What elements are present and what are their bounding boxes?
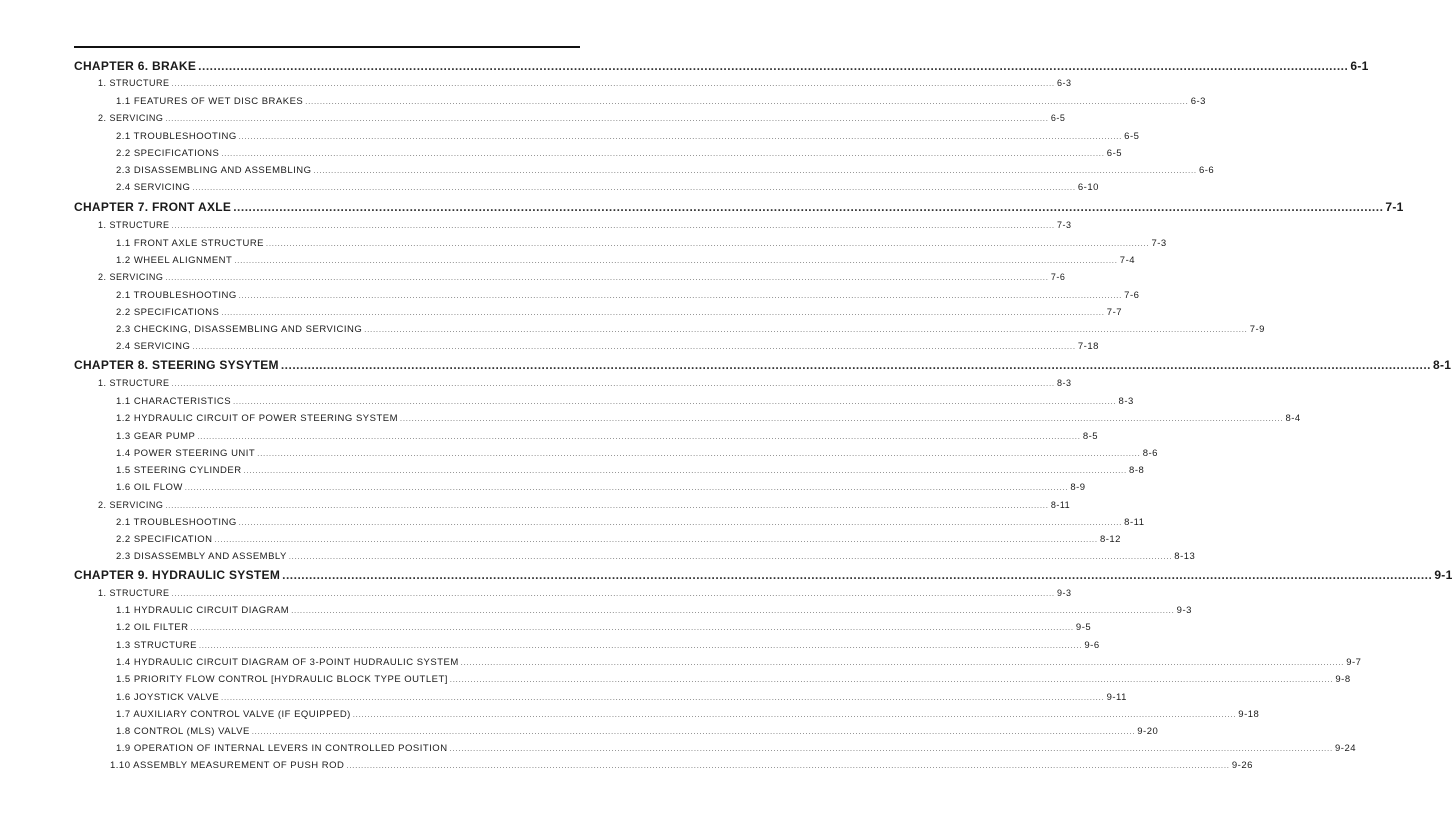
dot-leader: ............................................................................................................................................................................................................................................................................................................ bbox=[364, 327, 1248, 334]
toc-entry-title: 1.4 POWER STEERING UNIT bbox=[116, 448, 256, 459]
dot-leader: ............................................................................................................................................................................................................................................................................................................ bbox=[305, 99, 1189, 106]
toc-subsection-entry[interactable] bbox=[74, 709, 1260, 720]
toc-entry-title: 2.4 SERVICING bbox=[116, 341, 191, 352]
dot-leader: ............................................................................................................................................................................................................................................................................................................ bbox=[288, 554, 1173, 561]
dot-leader: ............................................................................................................................................................................................................................................................................................................ bbox=[346, 763, 1230, 770]
toc-page-number: 8-5 bbox=[1082, 431, 1099, 442]
toc-entry-title: 1.1 FRONT AXLE STRUCTURE bbox=[116, 238, 265, 249]
toc-entry-title: 2. SERVICING bbox=[98, 113, 164, 123]
toc-page-number: 6-5 bbox=[1124, 131, 1140, 142]
toc-page-number: 8-3 bbox=[1056, 378, 1072, 388]
toc-entry-title: CHAPTER 6. BRAKE bbox=[74, 59, 197, 73]
dot-leader: ............................................................................................................................................................................................................................................................................................................ bbox=[282, 568, 1433, 582]
toc-entry-title: 1.1 FEATURES OF WET DISC BRAKES bbox=[116, 96, 304, 107]
dot-leader: ............................................................................................................................................................................................................................................................................................................ bbox=[257, 451, 1141, 458]
dot-leader: ............................................................................................................................................................................................................................................................................................................ bbox=[313, 168, 1197, 175]
toc-section-entry[interactable] bbox=[74, 220, 1072, 230]
dot-leader: ............................................................................................................................................................................................................................................................................................................ bbox=[171, 81, 1055, 88]
toc-section-entry[interactable] bbox=[74, 113, 1066, 123]
dot-leader: ............................................................................................................................................................................................................................................................................................................ bbox=[165, 503, 1049, 510]
toc-entry-title: 2.3 CHECKING, DISASSEMBLING AND SERVICING bbox=[116, 324, 363, 335]
toc-subsection-entry[interactable] bbox=[74, 465, 1145, 476]
toc-page-number: 9-3 bbox=[1056, 588, 1072, 598]
toc-entry-title: 2.4 SERVICING bbox=[116, 182, 191, 193]
dot-leader: ............................................................................................................................................................................................................................................................................................................ bbox=[460, 660, 1345, 667]
dot-leader: ............................................................................................................................................................................................................................................................................................................ bbox=[221, 310, 1105, 317]
toc-entry-title: 1.3 GEAR PUMP bbox=[116, 431, 196, 442]
toc-subsection-entry[interactable] bbox=[74, 307, 1123, 318]
dot-leader: ............................................................................................................................................................................................................................................................................................................ bbox=[192, 185, 1076, 192]
toc-subsection-entry[interactable] bbox=[74, 448, 1158, 459]
toc-subsection-entry[interactable] bbox=[74, 657, 1362, 668]
dot-leader: ............................................................................................................................................................................................................................................................................................................ bbox=[198, 643, 1083, 650]
toc-page-number: 7-6 bbox=[1124, 290, 1140, 301]
toc-section-entry[interactable] bbox=[74, 78, 1072, 88]
dot-leader: ............................................................................................................................................................................................................................................................................................................ bbox=[197, 434, 1081, 441]
toc-page-number: 8-4 bbox=[1285, 413, 1301, 424]
toc-chapter-entry[interactable] bbox=[74, 568, 1453, 582]
dot-leader: ............................................................................................................................................................................................................................................................................................................ bbox=[165, 116, 1049, 123]
dot-leader: ............................................................................................................................................................................................................................................................................................................ bbox=[198, 59, 1349, 73]
toc-section-entry[interactable] bbox=[74, 378, 1072, 388]
toc-entry-title: 1.3 STRUCTURE bbox=[116, 640, 197, 651]
toc-entry-title: 1. STRUCTURE bbox=[98, 378, 170, 388]
toc-chapter-entry[interactable] bbox=[74, 59, 1369, 73]
toc-entry-title: 1.1 CHARACTERISTICS bbox=[116, 396, 232, 407]
toc-page-number: 7-4 bbox=[1119, 255, 1136, 266]
toc-entry-title: 1. STRUCTURE bbox=[98, 588, 170, 598]
dot-leader: ............................................................................................................................................................................................................................................................................................................ bbox=[352, 712, 1237, 719]
toc-section-entry[interactable] bbox=[74, 272, 1066, 282]
dot-leader: ............................................................................................................................................................................................................................................................................................................ bbox=[238, 134, 1123, 141]
toc-subsection-entry[interactable] bbox=[74, 396, 1134, 407]
toc-entry-title: 1.8 CONTROL (MLS) VALVE bbox=[116, 726, 250, 737]
dot-leader: ............................................................................................................................................................................................................................................................................................................ bbox=[171, 381, 1055, 388]
toc-page-number: 8-6 bbox=[1142, 448, 1158, 459]
toc-subsection-entry[interactable] bbox=[74, 324, 1265, 335]
toc-page-number: 6-6 bbox=[1198, 165, 1215, 176]
toc-entry-title: CHAPTER 9. HYDRAULIC SYSTEM bbox=[74, 568, 281, 582]
toc-entry-title: 1.9 OPERATION OF INTERNAL LEVERS IN CONTROLLED POSITION bbox=[116, 743, 448, 754]
toc-subsection-entry[interactable] bbox=[74, 551, 1196, 562]
toc-subsection-entry[interactable] bbox=[74, 96, 1206, 107]
toc-subsection-entry[interactable] bbox=[74, 148, 1123, 159]
toc-entry-title: 1. STRUCTURE bbox=[98, 78, 170, 88]
dot-leader: ............................................................................................................................................................................................................................................................................................................ bbox=[221, 695, 1105, 702]
toc-page-number: 9-3 bbox=[1176, 605, 1192, 616]
toc-section-entry[interactable] bbox=[74, 588, 1072, 598]
toc-page-number: 8-9 bbox=[1070, 482, 1086, 493]
dot-leader: ............................................................................................................................................................................................................................................................................................................ bbox=[280, 358, 1432, 372]
toc-entry-title: CHAPTER 7. FRONT AXLE bbox=[74, 200, 232, 214]
toc-subsection-entry[interactable] bbox=[74, 743, 1357, 754]
toc-subsection-entry[interactable] bbox=[74, 517, 1145, 528]
dot-leader: ............................................................................................................................................................................................................................................................................................................ bbox=[171, 223, 1055, 230]
dot-leader: ............................................................................................................................................................................................................................................................................................................ bbox=[171, 591, 1055, 598]
toc-entry-title: CHAPTER 8. STEERING SYSYTEM bbox=[74, 358, 279, 372]
toc-page-number: 7-6 bbox=[1050, 272, 1066, 282]
toc-section-entry[interactable] bbox=[74, 500, 1071, 510]
dot-leader: ............................................................................................................................................................................................................................................................................................................ bbox=[266, 241, 1150, 248]
toc-page-number: 9-26 bbox=[1231, 760, 1253, 771]
toc-page-number: 8-11 bbox=[1124, 517, 1145, 528]
toc-entry-title: 2.3 DISASSEMBLING AND ASSEMBLING bbox=[116, 165, 312, 176]
toc-subsection-entry[interactable] bbox=[74, 622, 1092, 633]
toc-page-number: 7-3 bbox=[1151, 238, 1167, 249]
toc-entry-title: 2.1 TROUBLESHOOTING bbox=[116, 131, 237, 142]
toc-chapter-entry[interactable] bbox=[74, 358, 1452, 372]
toc-page-number: 6-5 bbox=[1106, 148, 1123, 159]
toc-subsection-entry[interactable] bbox=[74, 640, 1100, 651]
toc-subsection-entry[interactable] bbox=[74, 255, 1136, 266]
dot-leader: ............................................................................................................................................................................................................................................................................................................ bbox=[214, 537, 1098, 544]
toc-entry-title: 2. SERVICING bbox=[98, 500, 164, 510]
toc-entry-title: 1.6 OIL FLOW bbox=[116, 482, 183, 493]
toc-page-number: 7-3 bbox=[1056, 220, 1072, 230]
toc-chapter-entry[interactable] bbox=[74, 200, 1404, 214]
toc-subsection-entry[interactable] bbox=[74, 182, 1099, 193]
toc-page-number: 6-5 bbox=[1050, 113, 1066, 123]
toc-entry-title: 2.2 SPECIFICATIONS bbox=[116, 148, 220, 159]
dot-leader: ............................................................................................................................................................................................................................................................................................................ bbox=[165, 275, 1049, 282]
toc-page-number: 9-11 bbox=[1106, 692, 1127, 703]
dot-leader: ............................................................................................................................................................................................................................................................................................................ bbox=[291, 608, 1175, 615]
dot-leader: ............................................................................................................................................................................................................................................................................................................ bbox=[184, 485, 1069, 492]
dot-leader: ............................................................................................................................................................................................................................................................................................................ bbox=[221, 151, 1105, 158]
toc-entry-title: 1.2 HYDRAULIC CIRCUIT OF POWER STEERING SYSTEM bbox=[116, 413, 399, 424]
top-rule bbox=[74, 46, 580, 48]
toc-page-number: 7-1 bbox=[1385, 200, 1404, 214]
toc-subsection-entry[interactable] bbox=[74, 692, 1127, 703]
toc-subsection-entry[interactable] bbox=[74, 165, 1215, 176]
toc-subsection-entry[interactable] bbox=[74, 131, 1140, 142]
toc-subsection-entry[interactable] bbox=[74, 431, 1099, 442]
toc-subsection-entry[interactable] bbox=[74, 290, 1140, 301]
toc-entry-title: 2.1 TROUBLESHOOTING bbox=[116, 290, 237, 301]
toc-page-number: 6-10 bbox=[1077, 182, 1099, 193]
toc-entry-title: 1. STRUCTURE bbox=[98, 220, 170, 230]
toc-page-number: 6-3 bbox=[1190, 96, 1206, 107]
dot-leader: ............................................................................................................................................................................................................................................................................................................ bbox=[238, 520, 1123, 527]
toc-entry-title: 1.10 ASSEMBLY MEASUREMENT OF PUSH ROD bbox=[110, 760, 345, 771]
dot-leader: ............................................................................................................................................................................................................................................................................................................ bbox=[234, 258, 1118, 265]
toc-subsection-entry[interactable] bbox=[74, 482, 1086, 493]
toc-page-number: 9-7 bbox=[1346, 657, 1362, 668]
dot-leader: ............................................................................................................................................................................................................................................................................................................ bbox=[400, 416, 1284, 423]
toc-entry-title: 2.3 DISASSEMBLY AND ASSEMBLY bbox=[116, 551, 287, 562]
toc-page-number: 6-3 bbox=[1056, 78, 1072, 88]
toc-subsection-entry[interactable] bbox=[74, 341, 1099, 352]
dot-leader: ............................................................................................................................................................................................................................................................................................................ bbox=[192, 344, 1076, 351]
toc-subsection-entry[interactable] bbox=[74, 674, 1351, 685]
toc-page-number: 8-3 bbox=[1118, 396, 1134, 407]
toc-subsection-entry[interactable] bbox=[74, 605, 1192, 616]
toc-page-number: 9-6 bbox=[1084, 640, 1100, 651]
toc-subsection-entry[interactable] bbox=[74, 726, 1159, 737]
toc-page-number: 6-1 bbox=[1350, 59, 1369, 73]
toc-entry-title: 2.2 SPECIFICATION bbox=[116, 534, 213, 545]
dot-leader: ............................................................................................................................................................................................................................................................................................................ bbox=[449, 677, 1334, 684]
dot-leader: ............................................................................................................................................................................................................................................................................................................ bbox=[251, 729, 1136, 736]
toc-page-number: 7-18 bbox=[1077, 341, 1099, 352]
dot-leader: ............................................................................................................................................................................................................................................................................................................ bbox=[190, 625, 1074, 632]
toc-subsection-entry[interactable] bbox=[74, 760, 1253, 771]
toc-subsection-entry[interactable] bbox=[74, 238, 1167, 249]
toc-page-number: 8-11 bbox=[1050, 500, 1071, 510]
toc-page-number: 9-18 bbox=[1238, 709, 1260, 720]
toc-entry-title: 1.5 STEERING CYLINDER bbox=[116, 465, 242, 476]
toc-entry-title: 1.2 WHEEL ALIGNMENT bbox=[116, 255, 233, 266]
toc-subsection-entry[interactable] bbox=[74, 534, 1121, 545]
toc-page-number: 9-20 bbox=[1137, 726, 1159, 737]
dot-leader: ............................................................................................................................................................................................................................................................................................................ bbox=[243, 468, 1128, 475]
toc-page-number: 8-13 bbox=[1174, 551, 1196, 562]
toc-page-number: 7-7 bbox=[1106, 307, 1123, 318]
toc-entry-title: 1.5 PRIORITY FLOW CONTROL [HYDRAULIC BLOCK TYPE OUTLET] bbox=[116, 674, 448, 685]
toc-entry-title: 2. SERVICING bbox=[98, 272, 164, 282]
toc-page-number: 8-12 bbox=[1099, 534, 1121, 545]
dot-leader: ............................................................................................................................................................................................................................................................................................................ bbox=[233, 200, 1384, 214]
toc-entry-title: 2.2 SPECIFICATIONS bbox=[116, 307, 220, 318]
toc-entry-title: 1.6 JOYSTICK VALVE bbox=[116, 692, 220, 703]
toc-entry-title: 1.4 HYDRAULIC CIRCUIT DIAGRAM OF 3-POINT HUDRAULIC SYSTEM bbox=[116, 657, 459, 668]
toc-page-number: 9-24 bbox=[1335, 743, 1357, 754]
toc-page-number: 7-9 bbox=[1249, 324, 1265, 335]
toc-page-number: 9-1 bbox=[1434, 568, 1453, 582]
toc-page-number: 8-1 bbox=[1433, 358, 1452, 372]
toc-page-number: 8-8 bbox=[1129, 465, 1145, 476]
toc-entry-title: 1.2 OIL FILTER bbox=[116, 622, 189, 633]
dot-leader: ............................................................................................................................................................................................................................................................................................................ bbox=[449, 746, 1334, 753]
toc-entry-title: 2.1 TROUBLESHOOTING bbox=[116, 517, 237, 528]
toc-entry-title: 1.7 AUXILIARY CONTROL VALVE (IF EQUIPPED) bbox=[116, 709, 351, 720]
dot-leader: ............................................................................................................................................................................................................................................................................................................ bbox=[233, 399, 1117, 406]
toc-page-number: 9-5 bbox=[1075, 622, 1092, 633]
toc-subsection-entry[interactable] bbox=[74, 413, 1301, 424]
toc-entry-title: 1.1 HYDRAULIC CIRCUIT DIAGRAM bbox=[116, 605, 290, 616]
toc-page-number: 9-8 bbox=[1335, 674, 1351, 685]
dot-leader: ............................................................................................................................................................................................................................................................................................................ bbox=[238, 293, 1123, 300]
